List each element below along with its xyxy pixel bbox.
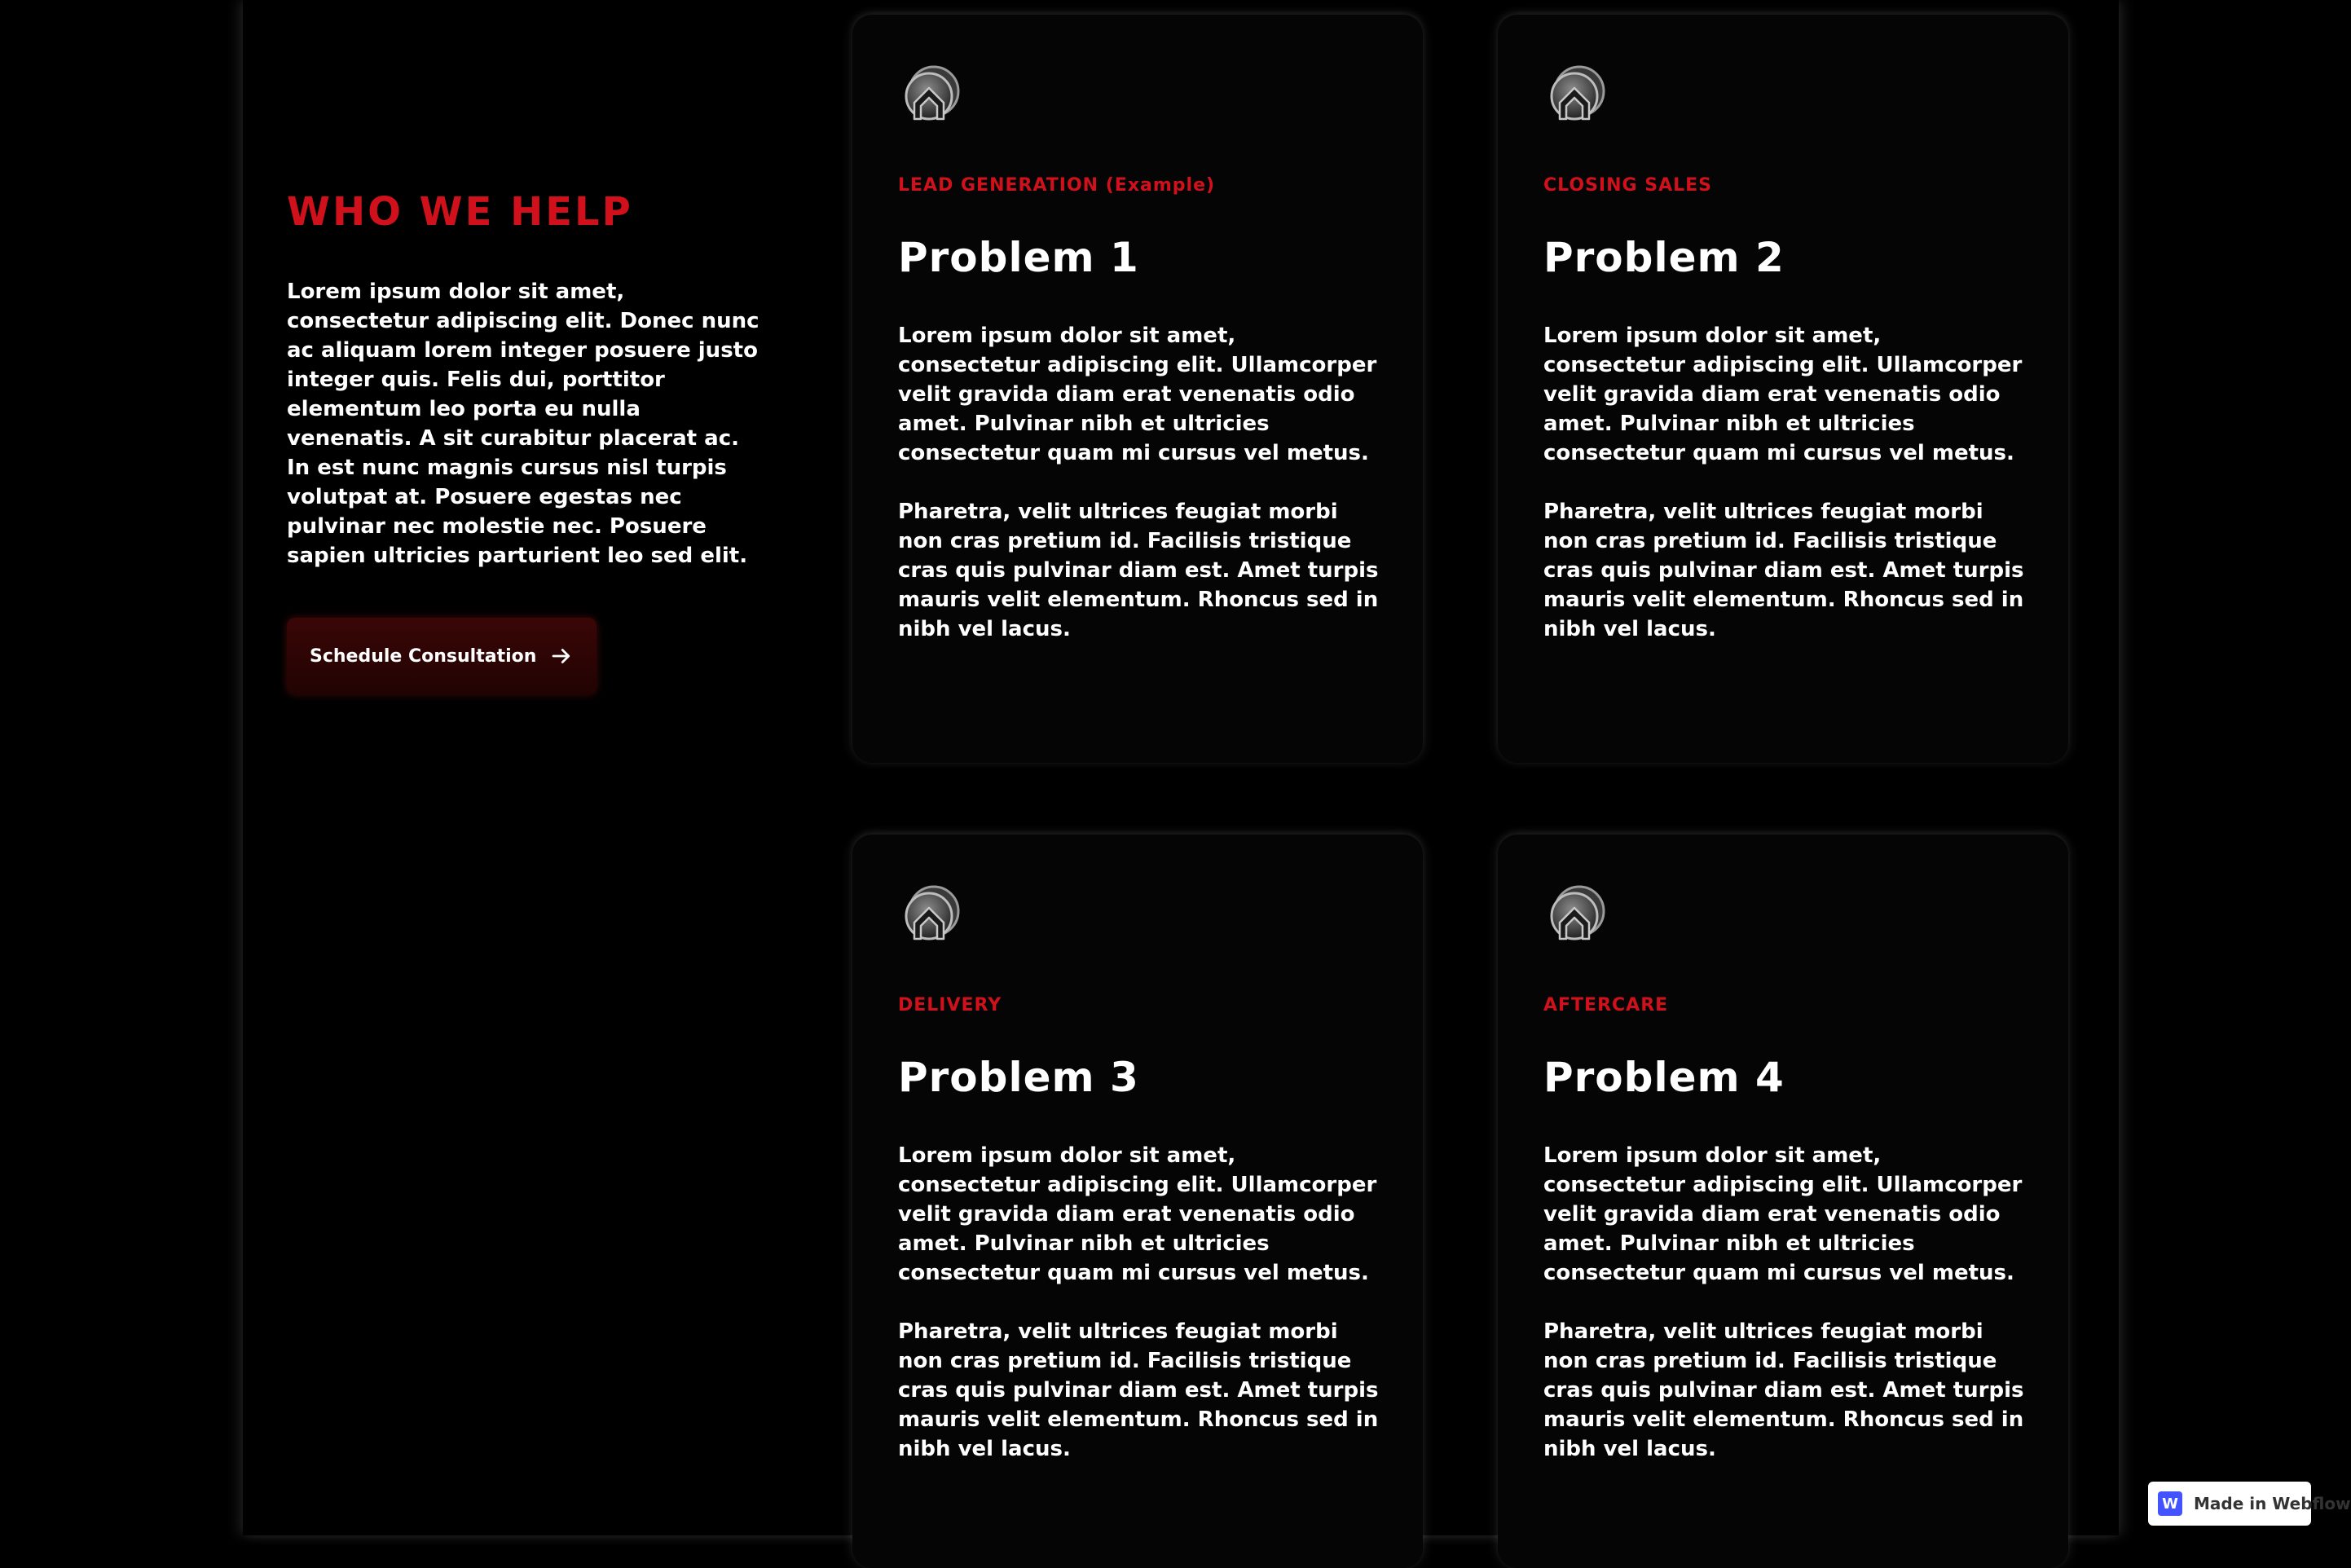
problem-card bbox=[1498, 15, 2068, 763]
helmet-icon bbox=[1543, 60, 1609, 126]
card-text: Pharetra, velit ultrices feugiat morbi non cras pretium id. Facilisis tristique cras quis pulvinar diam est. Amet turpis mauris velit elementum. Rhoncus sed in nibh vel lacus. bbox=[1543, 1319, 2024, 1461]
made-in-webflow-badge[interactable] bbox=[2148, 1482, 2351, 1526]
schedule-consultation-label: Schedule Consultation bbox=[310, 645, 537, 667]
section-title: WHO WE HELP bbox=[287, 189, 633, 235]
helmet-icon bbox=[898, 880, 963, 945]
card-category: DELIVERY bbox=[898, 995, 1002, 1015]
schedule-consultation-button[interactable] bbox=[287, 618, 597, 694]
problem-card bbox=[852, 15, 1423, 763]
card-text: Lorem ipsum dolor sit amet, consectetur adipiscing elit. Ullamcorper velit gravida diam erat venenatis odio amet. Pulvinar nibh et ultricies consectetur quam mi cursus vel metus. bbox=[1543, 1143, 2023, 1285]
card-category: CLOSING SALES bbox=[1543, 175, 1713, 196]
badge-label: Made in Webflow bbox=[2194, 1494, 2351, 1513]
problem-card bbox=[1498, 835, 2068, 1568]
card-text: Lorem ipsum dolor sit amet, consectetur adipiscing elit. Ullamcorper velit gravida diam erat venenatis odio amet. Pulvinar nibh et ultricies consectetur quam mi cursus vel metus. bbox=[898, 1143, 1377, 1285]
card-text: Pharetra, velit ultrices feugiat morbi non cras pretium id. Facilisis tristique cras quis pulvinar diam est. Amet turpis mauris velit elementum. Rhoncus sed in nibh vel lacus. bbox=[898, 500, 1379, 641]
helmet-icon bbox=[1543, 880, 1609, 945]
problem-card bbox=[852, 835, 1423, 1568]
who-we-help-section bbox=[243, 0, 2119, 1535]
card-category: LEAD GENERATION (Example) bbox=[898, 175, 1216, 196]
card-title: Problem 2 bbox=[1543, 234, 1785, 281]
card-text: Pharetra, velit ultrices feugiat morbi non cras pretium id. Facilisis tristique cras quis pulvinar diam est. Amet turpis mauris velit elementum. Rhoncus sed in nibh vel lacus. bbox=[1543, 500, 2024, 641]
card-text: Lorem ipsum dolor sit amet, consectetur adipiscing elit. Ullamcorper velit gravida diam erat venenatis odio amet. Pulvinar nibh et ultricies consectetur quam mi cursus vel metus. bbox=[898, 324, 1377, 465]
arrow-right-icon bbox=[549, 644, 574, 668]
card-title: Problem 3 bbox=[898, 1054, 1139, 1101]
section-description: Lorem ipsum dolor sit amet, consectetur adipiscing elit. Donec nunc ac aliquam lorem integer posuere justo integer quis. Felis dui, porttitor elementum leo porta eu nulla venenatis. A sit curabitur placerat ac. In est nunc magnis cursus nisl turpis volutpat at. Posuere egestas nec pulvinar nec molestie nec. Posuere sapien ultricies parturient leo sed elit. bbox=[287, 280, 759, 568]
card-text: Lorem ipsum dolor sit amet, consectetur adipiscing elit. Ullamcorper velit gravida diam erat venenatis odio amet. Pulvinar nibh et ultricies consectetur quam mi cursus vel metus. bbox=[1543, 324, 2023, 465]
section-intro bbox=[287, 187, 768, 694]
card-text: Pharetra, velit ultrices feugiat morbi non cras pretium id. Facilisis tristique cras quis pulvinar diam est. Amet turpis mauris velit elementum. Rhoncus sed in nibh vel lacus. bbox=[898, 1319, 1379, 1461]
webflow-logo-icon: W bbox=[2158, 1491, 2182, 1516]
helmet-icon bbox=[898, 60, 963, 126]
card-title: Problem 4 bbox=[1543, 1054, 1785, 1101]
card-category: AFTERCARE bbox=[1543, 995, 1669, 1015]
card-title: Problem 1 bbox=[898, 234, 1139, 281]
